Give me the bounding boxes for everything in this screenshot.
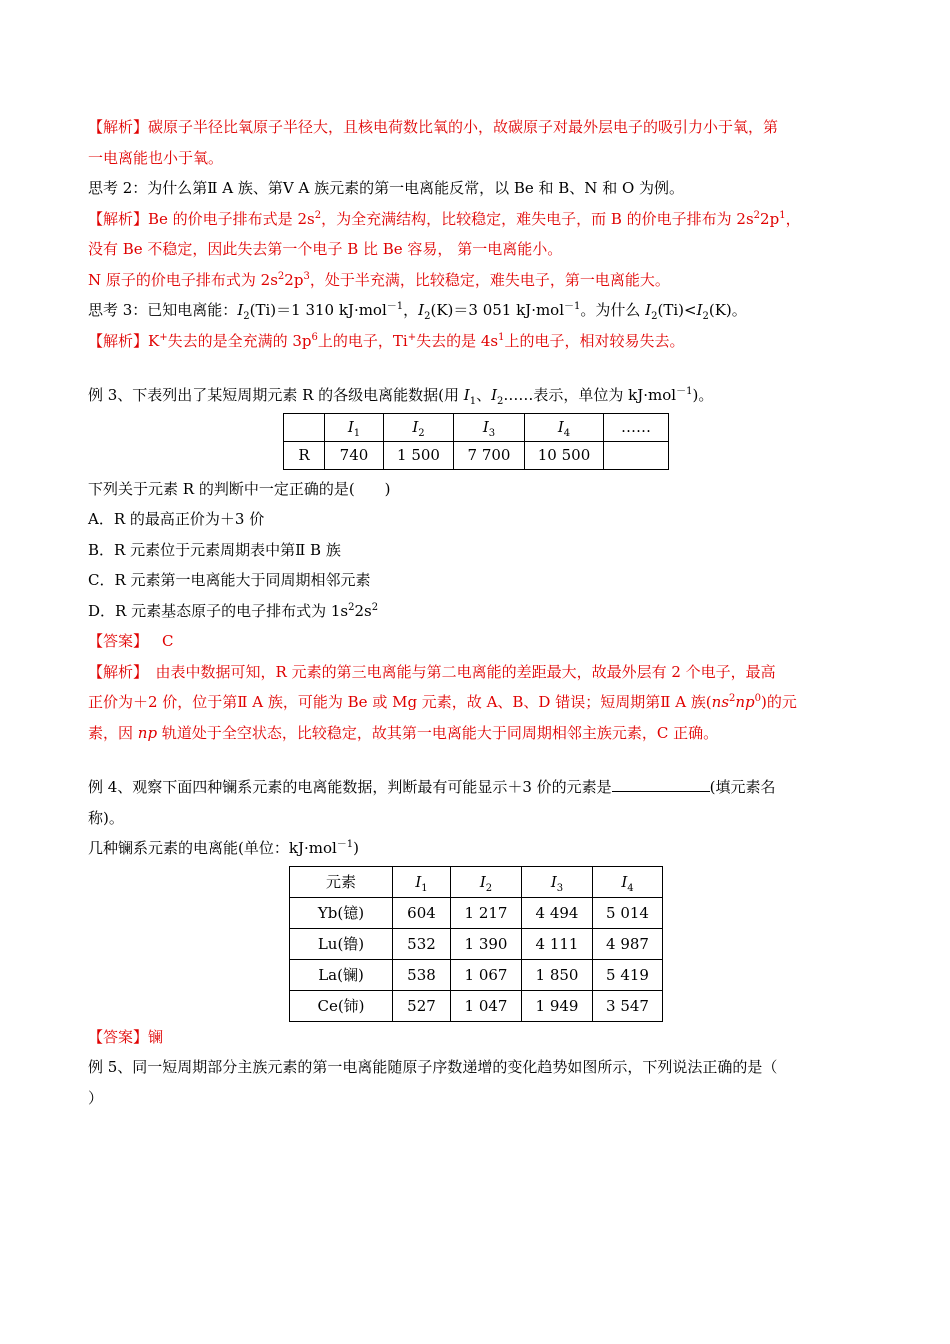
example-3-solution-line-3: 素，因 np 轨道处于全空状态，比较稳定，故其第一电离能大于同周期相邻主族元素，C 正确。 [88,723,719,742]
table-row [290,959,663,990]
option-b: B．R 元素位于元素周期表中第Ⅱ B 族 [88,540,341,559]
example-4-line-2: 称)。 [88,808,124,827]
option-a: A．R 的最高正价为＋3 价 [88,510,265,528]
table-cell: 3 547 [593,990,663,1021]
analysis-2-line-3: N 原子的价电子排布式为 $2s^22p^3$，处于半充满，比较稳定，难失电子，第一电离能大。 [88,270,670,289]
table-cell: 7 700 [454,441,525,469]
table-header-row [284,413,669,441]
document-page [88,112,868,1113]
example-3-answer: 【答案】 C [88,632,174,650]
table-cell: 1 390 [451,928,522,959]
table-cell: 4 494 [522,897,593,928]
table-header-row [290,866,663,897]
table-cell: Lu(镥) [290,928,393,959]
example-3-question: 下列关于元素 R 的判断中一定正确的是( ) [88,479,391,498]
header-cell: $I_1$ [325,413,384,441]
header-cell: $I_2$ [384,413,454,441]
table-cell: 532 [393,928,451,959]
think-3-question: 思考 3：已知电离能：$I_2(Ti)=1$ 310 kJ·mol$^{-1}$，$I_2(K)=3$ 051 kJ·mol$^{-1}$。为什么 $I_2(Ti)<I_2(K)$。 [88,301,747,322]
table-cell: 604 [393,897,451,928]
table-cell: 1 217 [451,897,522,928]
example-5-line-1: 例 5、同一短周期部分主族元素的第一电离能随原子序数递增的变化趋势如图所示，下列说法正确的是（ [88,1058,778,1076]
header-cell: $I_2$ [451,866,522,897]
example-5-line-2: ） [88,1088,104,1107]
header-cell: 元素 [290,866,393,897]
header-cell: …… [604,413,669,441]
table-cell: 538 [393,959,451,990]
table-row [290,990,663,1021]
table-cell: 1 047 [451,990,522,1021]
table-row [290,928,663,959]
table-cell: 1 067 [451,959,522,990]
table-cell: 1 949 [522,990,593,1021]
table-cell: 740 [325,441,384,469]
lanthanide-table-caption: 几种镧系元素的电离能(单位：kJ·mol$^{-1}$) [88,839,360,857]
table-cell: 5 014 [593,897,663,928]
think-2-question: 思考 2：为什么第Ⅱ A 族、第Ⅴ A 族元素的第一电离能反常，以 Be 和 B、N 和 O 为例。 [88,179,685,197]
table-cell [604,441,669,469]
table-cell: 4 987 [593,928,663,959]
header-cell: $I_3$ [454,413,525,441]
example-3-solution-line-1: 【解析】 由表中数据可知，R 元素的第三电离能与第二电离能的差距最大，故最外层有 2 个电子，最高 [88,662,776,681]
table-cell: La(镧) [290,959,393,990]
example-4-answer: 【答案】镧 [88,1027,164,1046]
analysis-2-line-2: 没有 Be 不稳定，因此失去第一个电子 B 比 Be 容易， 第一电离能小。 [88,240,563,258]
table-row [290,897,663,928]
table-row [284,441,669,469]
header-cell: $I_3$ [522,866,593,897]
table-cell: 1 850 [522,959,593,990]
table-cell: 4 111 [522,928,593,959]
option-d: D．R 元素基态原子的电子排布式为 $1s^22s^2$ [88,601,379,620]
table-cell: 527 [393,990,451,1021]
table-cell: Yb(镱) [290,897,393,928]
header-cell [284,413,325,441]
analysis-3: 【解析】K+失去的是全充满的 $3p^6$上的电子，Ti+失去的是 $4s^1$上的电子，相对较易失去。 [88,331,685,350]
example-3-intro: 例 3、下表列出了某短周期元素 R 的各级电离能数据(用 $I_1$、$I_2\dots\dots$表示，单位为 kJ·mol$^{-1}$)。 [88,386,714,407]
example-4-line-1: 例 4、观察下面四种镧系元素的电离能数据，判断最有可能显示＋3 价的元素是 (填元素名 [88,778,776,796]
header-cell: $I_1$ [393,866,451,897]
ionization-table-r [283,413,669,470]
header-cell: $I_4$ [525,413,604,441]
table-cell: Ce(铈) [290,990,393,1021]
answer-blank [612,776,710,792]
table-cell: 5 419 [593,959,663,990]
lanthanide-ionization-table [289,866,663,1022]
table-cell: 10 500 [525,441,604,469]
analysis-1-line-1: 【解析】碳原子半径比氧原子半径大，且核电荷数比氧的小，故碳原子对最外层电子的吸引力小于氧，第 [88,118,779,136]
header-cell: $I_4$ [593,866,663,897]
example-3-solution-line-2: 正价为＋2 价，位于第Ⅱ A 族，可能为 Be 或 Mg 元素，故 A、B、D 错误；短周期第Ⅱ A 族$(ns^2np^0)$的元 [88,693,797,711]
table-cell: R [284,441,325,469]
option-c: C．R 元素第一电离能大于同周期相邻元素 [88,571,371,589]
table-cell: 1 500 [384,441,454,469]
analysis-1-line-2: 一电离能也小于氧。 [88,148,224,167]
analysis-2-line-1: 【解析】Be 的价电子排布式是 $2s^2$，为全充满结构，比较稳定，难失电子，而 B 的价电子排布为 $2s^22p^1$， [88,209,801,228]
